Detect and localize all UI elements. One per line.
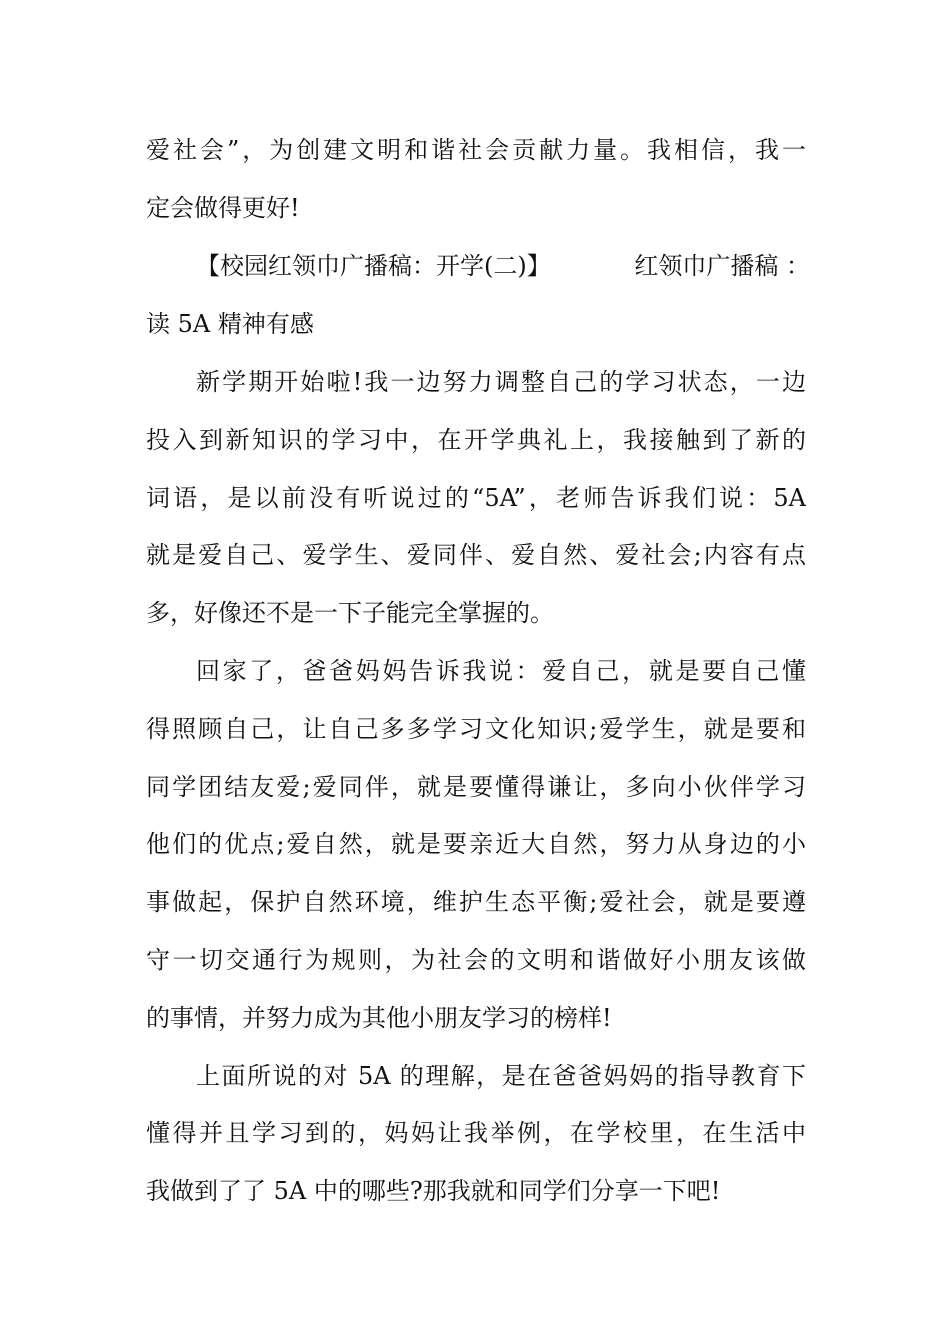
- paragraph-line: 爱社会”，为创建文明和谐社会贡献力量。我相信，我一: [146, 136, 806, 164]
- heading-line-2: 读 5A 精神有感: [146, 310, 314, 338]
- section-heading: [196, 246, 810, 286]
- paragraph-line: 他们的优点;爱自然，就是要亲近大自然，努力从身边的小: [146, 830, 806, 858]
- paragraph-line: 的事情，并努力成为其他小朋友学习的榜样!: [146, 1004, 612, 1032]
- paragraph-line: 事做起，保护自然环境，维护生态平衡;爱社会，就是要遵: [146, 888, 806, 916]
- paragraph-line: 回家了，爸爸妈妈告诉我说：爱自己，就是要自己懂: [196, 657, 806, 685]
- paragraph-line: 懂得并且学习到的，妈妈让我举例，在学校里，在生活中: [146, 1119, 806, 1147]
- paragraph-line: 就是爱自己、爱学生、爱同伴、爱自然、爱社会;内容有点: [146, 541, 806, 569]
- paragraph-line: 新学期开始啦!我一边努力调整自己的学习状态，一边: [196, 368, 806, 396]
- paragraph-line: 词语，是以前没有听说过的“5A”，老师告诉我们说：5A: [146, 484, 806, 512]
- heading-title: 【校园红领巾广播稿：开学(二)】: [196, 252, 551, 280]
- paragraph-line: 定会做得更好!: [146, 194, 300, 222]
- paragraph-line: 上面所说的对 5A 的理解，是在爸爸妈妈的指导教育下: [196, 1062, 806, 1090]
- paragraph-line: 我做到了了 5A 中的哪些?那我就和同学们分享一下吧!: [146, 1177, 721, 1205]
- paragraph-line: 守一切交通行为规则，为社会的文明和谐做好小朋友该做: [146, 946, 806, 974]
- paragraph-line: 多，好像还不是一下子能完全掌握的。: [146, 599, 554, 627]
- paragraph-line: 同学团结友爱;爱同伴，就是要懂得谦让，多向小伙伴学习: [146, 773, 806, 801]
- paragraph-line: 投入到新知识的学习中，在开学典礼上，我接触到了新的: [146, 426, 806, 454]
- heading-subtitle: 红领巾广播稿 ：: [634, 252, 810, 280]
- paragraph-line: 得照顾自己，让自己多多学习文化知识;爱学生，就是要和: [146, 715, 806, 743]
